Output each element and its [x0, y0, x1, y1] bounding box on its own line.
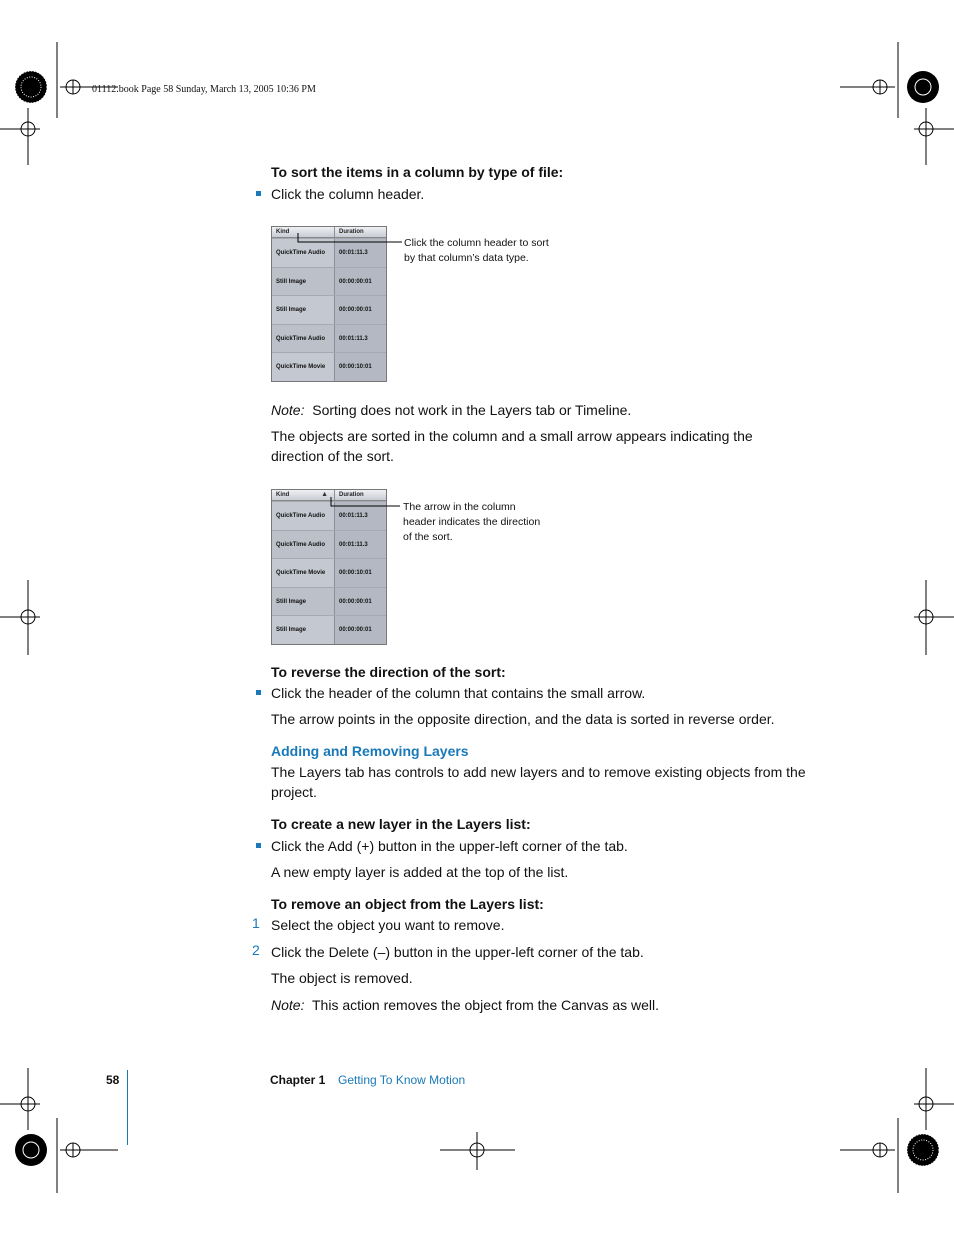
remove-step-2: Click the Delete (–) button in the upper-left corner of the tab. — [271, 944, 644, 960]
cell-duration: 00:00:00:01 — [335, 296, 385, 324]
cell-duration: 00:01:11.3 — [335, 502, 385, 530]
page-number: 58 — [106, 1073, 120, 1087]
figure2-column-duration: Duration — [339, 492, 364, 498]
figure2-callout-line: of the sort. — [403, 531, 453, 543]
figure2-callout-line: header indicates the direction — [403, 516, 541, 528]
figure2-callout — [403, 500, 540, 545]
step-number: 2 — [252, 942, 260, 958]
table-row — [272, 324, 386, 353]
reverse-step: Click the header of the column that contains the small arrow. — [271, 685, 646, 701]
figure1-callout-line: by that column’s data type. — [404, 252, 529, 264]
bullet-icon — [256, 690, 261, 695]
cell-duration: 00:01:11.3 — [335, 239, 385, 267]
figure1-column-kind: Kind — [272, 227, 335, 237]
figure1-callout-line: Click the column header to sort — [404, 237, 549, 249]
cell-duration: 00:00:00:01 — [335, 268, 385, 296]
table-row — [272, 295, 386, 324]
note-text: Sorting does not work in the Layers tab or Timeline. — [312, 402, 632, 418]
note-label: Note: — [271, 997, 305, 1013]
table-row — [272, 267, 386, 296]
print-slug: 01112.book Page 58 Sunday, March 13, 2005 10:36 PM — [92, 84, 316, 95]
cell-kind: QuickTime Movie — [272, 559, 335, 587]
bullet-icon — [256, 843, 261, 848]
remove-heading: To remove an object from the Layers list: — [271, 896, 544, 912]
bullet-icon — [256, 191, 261, 196]
section-title: Adding and Removing Layers — [271, 743, 469, 759]
note2 — [271, 995, 659, 1015]
cell-duration: 00:00:10:01 — [335, 353, 385, 381]
footer-chapter-title: Getting To Know Motion — [338, 1073, 466, 1087]
step-number: 1 — [252, 915, 260, 931]
cell-duration: 00:01:11.3 — [335, 531, 385, 559]
cell-kind: Still Image — [272, 296, 335, 324]
note-text: This action removes the object from the Canvas as well. — [312, 997, 660, 1013]
figure1-column-duration: Duration — [339, 229, 364, 235]
table-row — [272, 352, 386, 381]
sort-by-type-heading: To sort the items in a column by type of file: — [271, 164, 564, 180]
cell-kind: QuickTime Audio — [272, 325, 335, 353]
sort-arrow-icon: ▲ — [321, 491, 328, 498]
section-intro: The Layers tab has controls to add new layers and to remove existing objects from the project. — [271, 764, 806, 800]
remove-step-1: Select the object you want to remove. — [271, 917, 505, 933]
note1 — [271, 400, 631, 420]
figure1-callout — [404, 236, 549, 266]
figure2-callout-line: The arrow in the column — [403, 501, 516, 513]
reverse-result: The arrow points in the opposite direction, and the data is sorted in reverse order. — [271, 711, 775, 727]
cell-kind: Still Image — [272, 268, 335, 296]
note-label: Note: — [271, 402, 305, 418]
remove-result: The object is removed. — [271, 970, 413, 986]
cell-kind: Still Image — [272, 588, 335, 616]
para-sorted: The objects are sorted in the column and a small arrow appears indicating the direction of the sort. — [271, 428, 753, 464]
create-step: Click the Add (+) button in the upper-left corner of the tab. — [271, 838, 628, 854]
cell-kind: Still Image — [272, 616, 335, 644]
cell-kind: QuickTime Movie — [272, 353, 335, 381]
table-row — [272, 587, 386, 616]
footer-chapter: Chapter 1 — [270, 1073, 326, 1087]
cell-duration: 00:00:00:01 — [335, 616, 385, 644]
figure2-callout-leader — [320, 494, 410, 514]
table-row — [272, 558, 386, 587]
cell-kind: QuickTime Audio — [272, 239, 335, 267]
figure1-callout-leader — [290, 230, 410, 250]
footer-rule — [127, 1070, 128, 1145]
create-heading: To create a new layer in the Layers list: — [271, 816, 531, 832]
cell-duration: 00:01:11.3 — [335, 325, 385, 353]
cell-duration: 00:00:10:01 — [335, 559, 385, 587]
sort-by-type-step: Click the column header. — [271, 186, 425, 202]
create-result: A new empty layer is added at the top of the list. — [271, 864, 569, 880]
table-row — [272, 615, 386, 644]
cell-kind: QuickTime Audio — [272, 531, 335, 559]
reverse-heading: To reverse the direction of the sort: — [271, 664, 506, 680]
column-label: Kind — [276, 492, 290, 498]
cell-kind: QuickTime Audio — [272, 502, 335, 530]
table-row — [272, 530, 386, 559]
cell-duration: 00:00:00:01 — [335, 588, 385, 616]
